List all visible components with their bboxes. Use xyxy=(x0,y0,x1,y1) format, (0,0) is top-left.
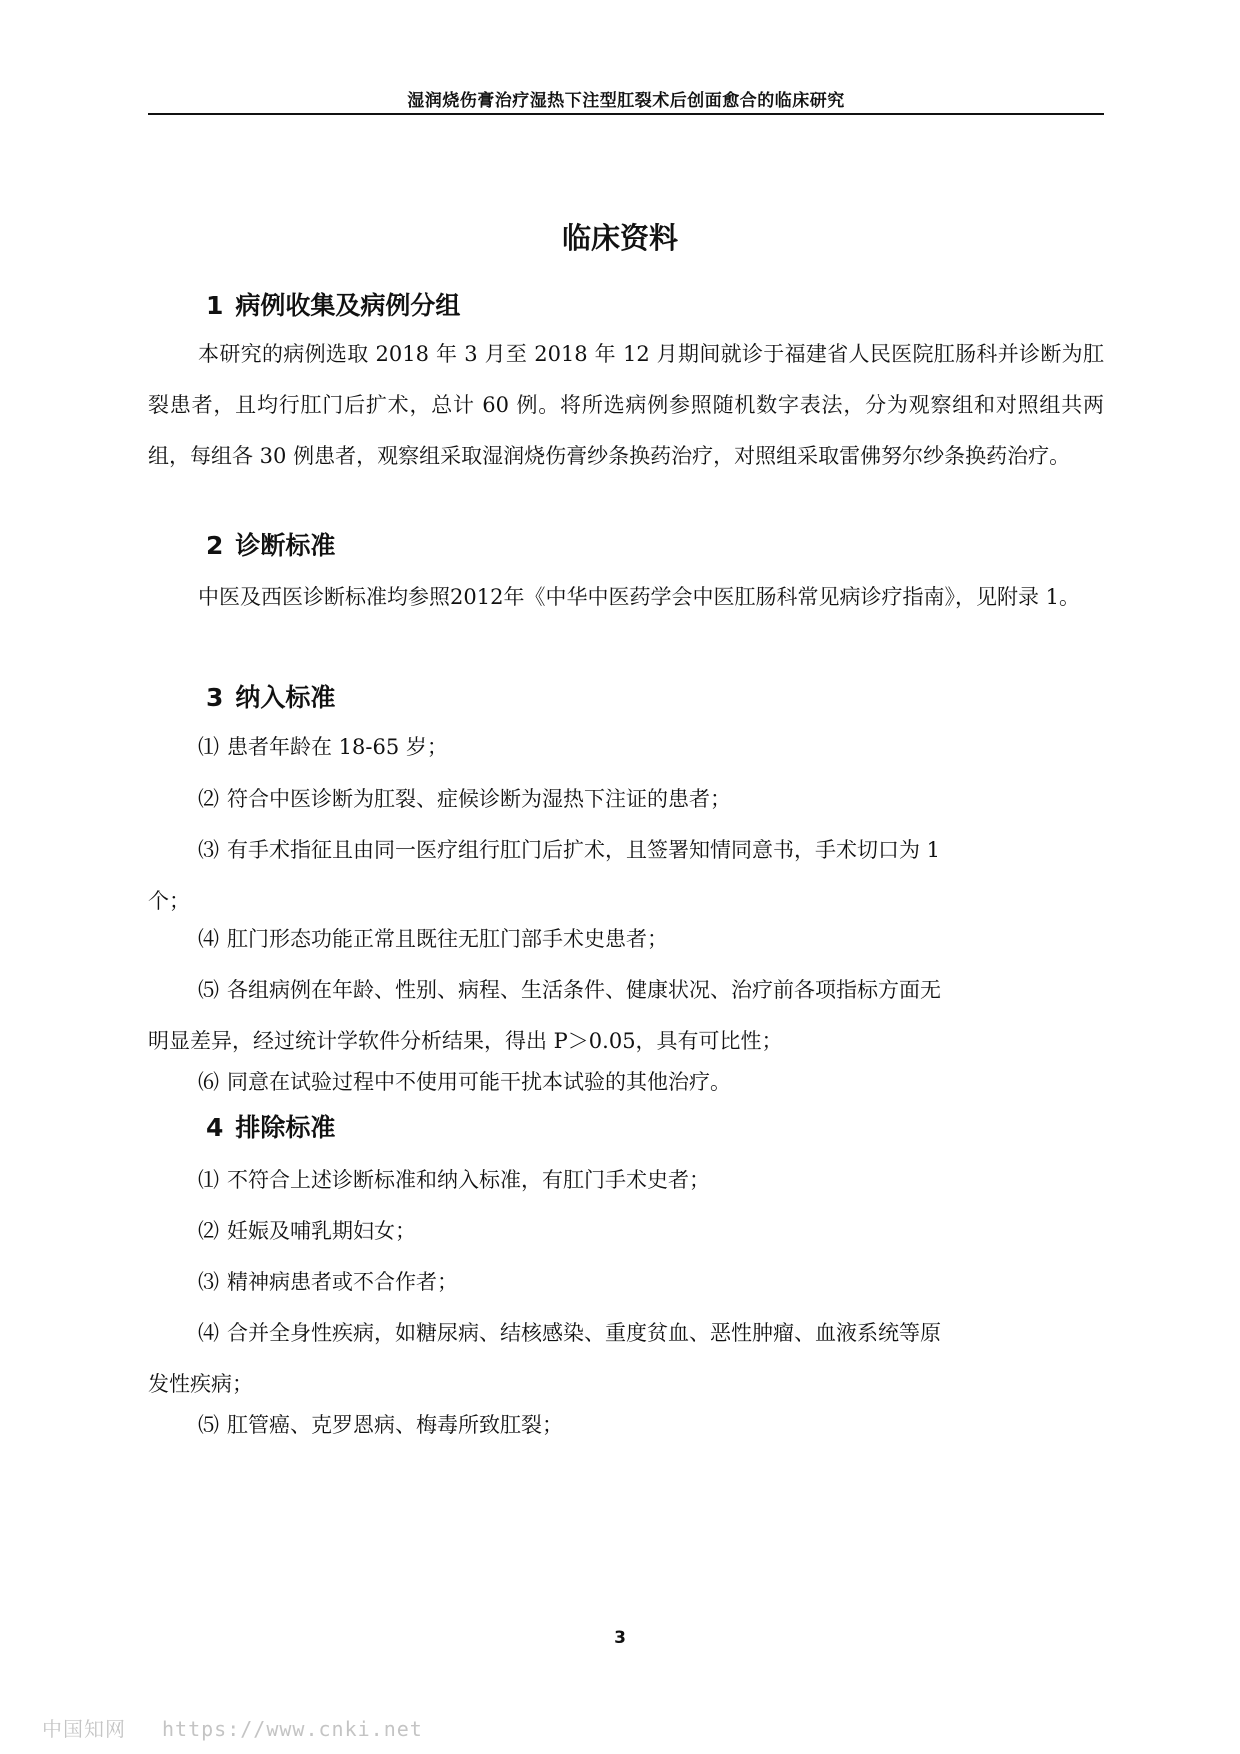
list-item xyxy=(198,1400,1104,1451)
section-number: 3 xyxy=(206,683,224,712)
header-rule xyxy=(148,113,1104,115)
section-number: 4 xyxy=(206,1113,224,1142)
section-1-paragraph: 本研究的病例选取 2018 年 3 月至 2018 年 12 月期间就诊于福建省人民医院肛肠科并诊断为肛裂患者，且均行肛门后扩术，总计 60 例。将所选病例参照随机数字表法，分为观察组和对照组共两组，每组各 30 例患者，观察组采取湿润烧伤膏纱条换药治疗，对照组采取雷佛努尔纱条换药治疗。 xyxy=(148,342,1104,468)
page-number: 3 xyxy=(614,1628,626,1648)
section-title: 纳入标准 xyxy=(235,683,336,712)
running-header: 湿润烧伤膏治疗湿热下注型肛裂术后创面愈合的临床研究 xyxy=(407,91,845,111)
list-item xyxy=(148,825,1104,927)
section-2-paragraph: 中医及西医诊断标准均参照2012年《中华中医药学会中医肛肠科常见病诊疗指南》，见附录 1。 xyxy=(198,585,1080,609)
section-heading-4 xyxy=(206,1108,335,1144)
section-heading-1 xyxy=(206,286,460,322)
item-text: 各组病例在年龄、性别、病程、生活条件、健康状况、治疗前各项指标方面无 xyxy=(227,978,941,1002)
section-title: 病例收集及病例分组 xyxy=(235,291,461,320)
item-text-continued: 发性疾病； xyxy=(148,1372,253,1396)
item-marker: ⑴ xyxy=(198,735,219,759)
list-item xyxy=(198,774,1104,825)
section-number: 2 xyxy=(206,531,224,560)
section-number: 1 xyxy=(206,291,224,320)
item-text: 患者年龄在 18-65 岁； xyxy=(227,735,448,759)
watermark xyxy=(42,1713,423,1742)
section-heading-3 xyxy=(206,678,335,714)
list-item xyxy=(198,1057,1104,1108)
page-title: 临床资料 xyxy=(561,221,678,255)
item-marker: ⑷ xyxy=(198,927,219,951)
item-text: 精神病患者或不合作者； xyxy=(227,1270,458,1294)
item-text: 肛管癌、克罗恩病、梅毒所致肛裂； xyxy=(227,1413,563,1437)
item-text-continued: 个； xyxy=(148,889,190,913)
item-marker: ⑵ xyxy=(198,787,219,811)
section-title: 排除标准 xyxy=(235,1113,336,1142)
list-item xyxy=(198,722,1104,773)
section-title: 诊断标准 xyxy=(235,531,336,560)
item-text: 合并全身性疾病，如糖尿病、结核感染、重度贫血、恶性肿瘤、血液系统等原 xyxy=(227,1321,941,1345)
item-text: 有手术指征且由同一医疗组行肛门后扩术，且签署知情同意书，手术切口为 1 xyxy=(227,838,941,862)
watermark-url: https://www.cnki.net xyxy=(162,1717,423,1741)
watermark-brand: 中国知网 xyxy=(42,1717,126,1741)
item-text-continued: 明显差异，经过统计学软件分析结果，得出 P＞0.05，具有可比性； xyxy=(148,1029,783,1053)
item-marker: ⑸ xyxy=(198,978,219,1002)
item-marker: ⑴ xyxy=(198,1168,219,1192)
list-item xyxy=(198,914,1104,965)
item-marker: ⑸ xyxy=(198,1413,219,1437)
list-item xyxy=(198,1206,1104,1257)
item-text: 肛门形态功能正常且既往无肛门部手术史患者； xyxy=(227,927,668,951)
item-text: 妊娠及哺乳期妇女； xyxy=(227,1219,416,1243)
list-item xyxy=(198,1155,1104,1206)
list-item xyxy=(198,1257,1104,1308)
item-marker: ⑵ xyxy=(198,1219,219,1243)
item-marker: ⑶ xyxy=(198,838,219,862)
item-text: 符合中医诊断为肛裂、症候诊断为湿热下注证的患者； xyxy=(227,787,731,811)
list-item xyxy=(148,1308,1104,1410)
section-heading-2 xyxy=(206,526,335,562)
item-marker: ⑷ xyxy=(198,1321,219,1345)
item-text: 同意在试验过程中不使用可能干扰本试验的其他治疗。 xyxy=(227,1070,731,1094)
item-text: 不符合上述诊断标准和纳入标准，有肛门手术史者； xyxy=(227,1168,710,1192)
item-marker: ⑹ xyxy=(198,1070,219,1094)
list-item xyxy=(148,965,1104,1067)
item-marker: ⑶ xyxy=(198,1270,219,1294)
